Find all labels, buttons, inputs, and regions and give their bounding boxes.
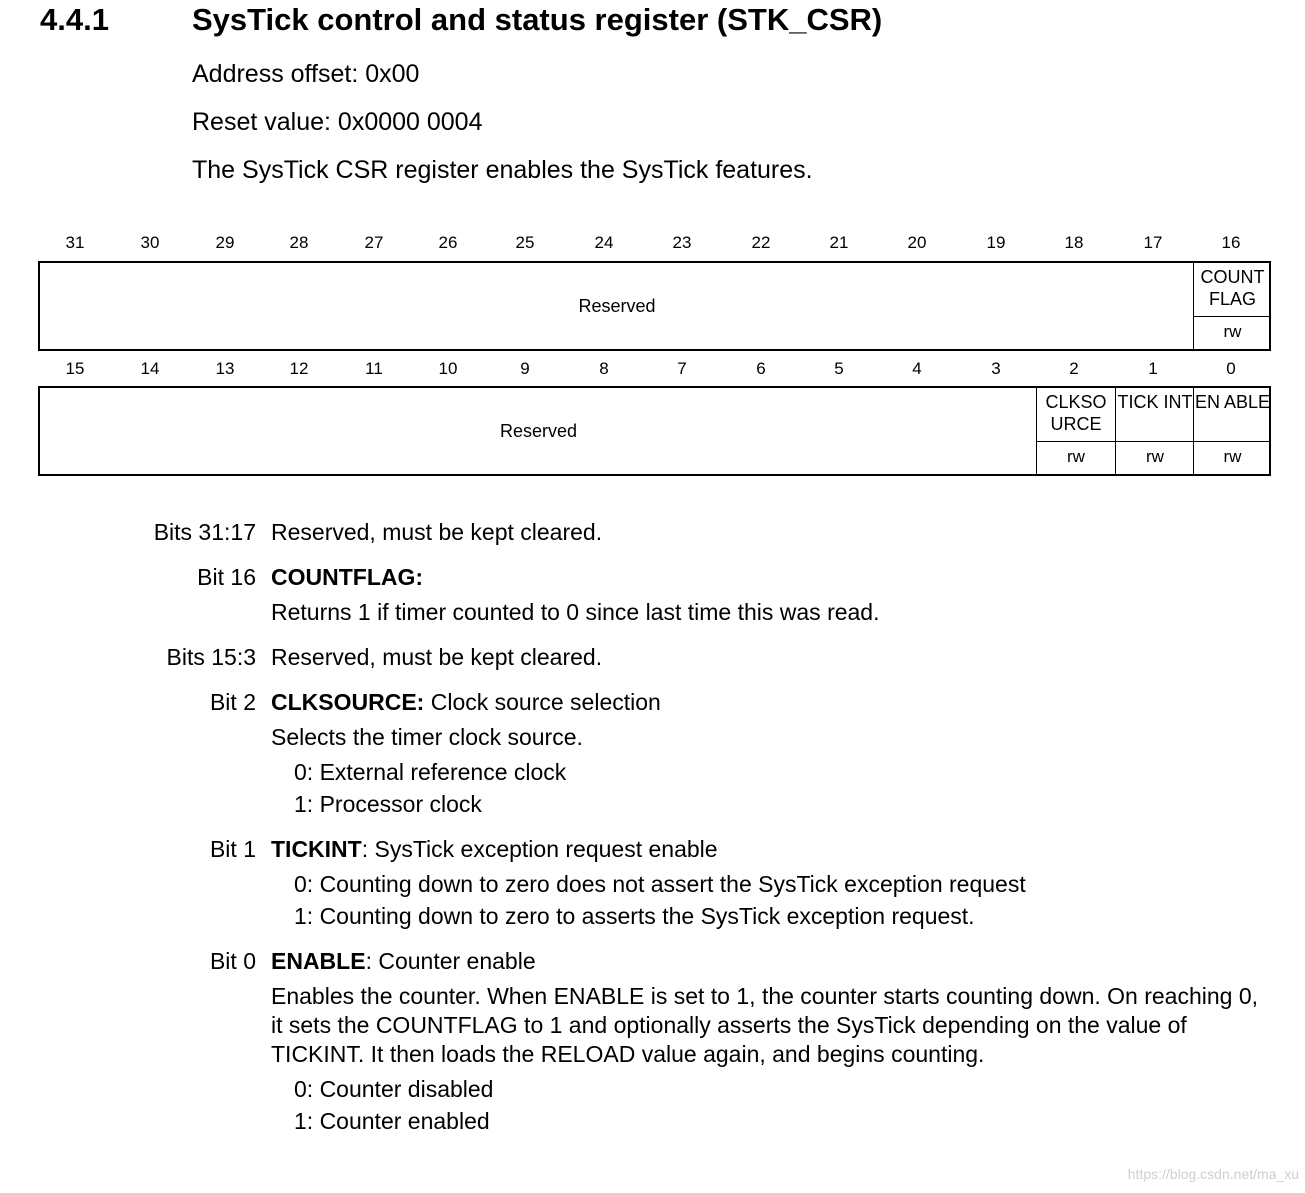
watermark: https://blog.csdn.net/ma_xu xyxy=(1127,1166,1299,1182)
clksource-name: CLKSOURCE: xyxy=(271,689,425,715)
bit-number: 5 xyxy=(834,359,844,378)
bit-number: 2 xyxy=(1069,359,1079,378)
field-access: rw xyxy=(1194,316,1271,349)
bit-number: 10 xyxy=(438,359,458,378)
bit1-option-0: 0: Counting down to zero does not assert the SysTick exception request xyxy=(294,871,1026,897)
tickint-name: TICKINT xyxy=(271,836,362,862)
field-name: EN ABLE xyxy=(1194,392,1271,412)
bit-number: 24 xyxy=(594,233,614,252)
bit-number: 9 xyxy=(520,359,530,378)
field-access: rw xyxy=(1037,441,1115,474)
bit1-label: Bit 1 xyxy=(209,836,256,862)
bit-number: 29 xyxy=(215,233,235,252)
lower-bit-numbers xyxy=(38,359,1271,379)
bit-number: 0 xyxy=(1226,359,1236,378)
bits15-3-text: Reserved, must be kept cleared. xyxy=(271,644,603,670)
bit-number: 13 xyxy=(215,359,235,378)
bit-number: 31 xyxy=(65,233,85,252)
section-number: 4.4.1 xyxy=(40,2,109,37)
bit-number: 22 xyxy=(751,233,771,252)
bit-number: 25 xyxy=(515,233,535,252)
bit0-option-1: 1: Counter enabled xyxy=(294,1108,490,1134)
upper-register-table xyxy=(38,261,1271,351)
bit-number: 17 xyxy=(1143,233,1163,252)
countflag-name: COUNTFLAG: xyxy=(271,564,424,590)
bit-number: 27 xyxy=(364,233,384,252)
bits15-3-label: Bits 15:3 xyxy=(166,644,256,670)
bit0-paragraph: Enables the counter. When ENABLE is set to 1, the counter starts counting down. On reaching 0, it sets the COUNTFLAG to 1 and optionally asserts the SysTick depending on the value of TICKINT. It then loads the RELOAD value again, and begins counting. xyxy=(271,983,1259,1067)
enable-field xyxy=(1193,388,1271,474)
section-title: SysTick control and status register (STK_CSR) xyxy=(192,2,883,37)
countflag-field xyxy=(1193,263,1271,349)
bit2-title-rest: Clock source selection xyxy=(424,689,661,715)
bit-number: 8 xyxy=(599,359,609,378)
reserved-field: Reserved xyxy=(499,421,578,441)
bit16-text: Returns 1 if timer counted to 0 since last time this was read. xyxy=(271,599,880,625)
bit-number: 14 xyxy=(140,359,160,378)
bit-number: 18 xyxy=(1064,233,1084,252)
bit0-title xyxy=(271,948,536,975)
bit-number: 3 xyxy=(991,359,1001,378)
bit2-option-0: 0: External reference clock xyxy=(294,759,567,785)
bit2-option-1: 1: Processor clock xyxy=(294,791,482,817)
bit-number: 1 xyxy=(1148,359,1158,378)
bit-number: 19 xyxy=(986,233,1006,252)
field-access: rw xyxy=(1116,441,1194,474)
bit2-title xyxy=(271,689,661,716)
bit-number: 6 xyxy=(756,359,766,378)
bit-number: 4 xyxy=(912,359,922,378)
bit-number: 26 xyxy=(438,233,458,252)
bit-number: 12 xyxy=(289,359,309,378)
address-offset: Address offset: 0x00 xyxy=(192,60,420,88)
bit2-text: Selects the timer clock source. xyxy=(271,724,583,750)
bit-number: 21 xyxy=(829,233,849,252)
field-name: TICK INT xyxy=(1117,392,1193,412)
bit0-title-rest: : Counter enable xyxy=(365,948,536,974)
field-name: COUNT FLAG xyxy=(1200,267,1265,309)
bit16-title xyxy=(271,564,423,591)
bits31-17-text: Reserved, must be kept cleared. xyxy=(271,519,603,545)
bit-number: 16 xyxy=(1221,233,1241,252)
clksource-field xyxy=(1036,388,1115,474)
bit2-label: Bit 2 xyxy=(209,689,256,715)
bit0-option-0: 0: Counter disabled xyxy=(294,1076,494,1102)
bit0-label: Bit 0 xyxy=(209,948,256,974)
bits31-17-label: Bits 31:17 xyxy=(153,519,256,545)
field-name: CLKSO URCE xyxy=(1045,392,1107,434)
upper-bit-numbers xyxy=(38,233,1271,253)
field-access: rw xyxy=(1194,441,1271,474)
enable-name: ENABLE xyxy=(271,948,366,974)
bit-number: 15 xyxy=(65,359,85,378)
reset-value: Reset value: 0x0000 0004 xyxy=(192,108,483,136)
bit-number: 7 xyxy=(677,359,687,378)
tickint-field xyxy=(1115,388,1194,474)
bit-number: 23 xyxy=(672,233,692,252)
bit16-label: Bit 16 xyxy=(197,564,256,590)
bit-number: 20 xyxy=(907,233,927,252)
bit-number: 28 xyxy=(289,233,309,252)
bit1-option-1: 1: Counting down to zero to asserts the SysTick exception request. xyxy=(294,903,975,929)
bit-number: 30 xyxy=(140,233,160,252)
bit1-title-rest: : SysTick exception request enable xyxy=(361,836,718,862)
bit1-title xyxy=(271,836,718,863)
reserved-field: Reserved xyxy=(578,296,656,316)
register-summary: The SysTick CSR register enables the SysTick features. xyxy=(192,156,813,184)
lower-register-table xyxy=(38,386,1271,476)
bit-number: 11 xyxy=(365,359,383,378)
